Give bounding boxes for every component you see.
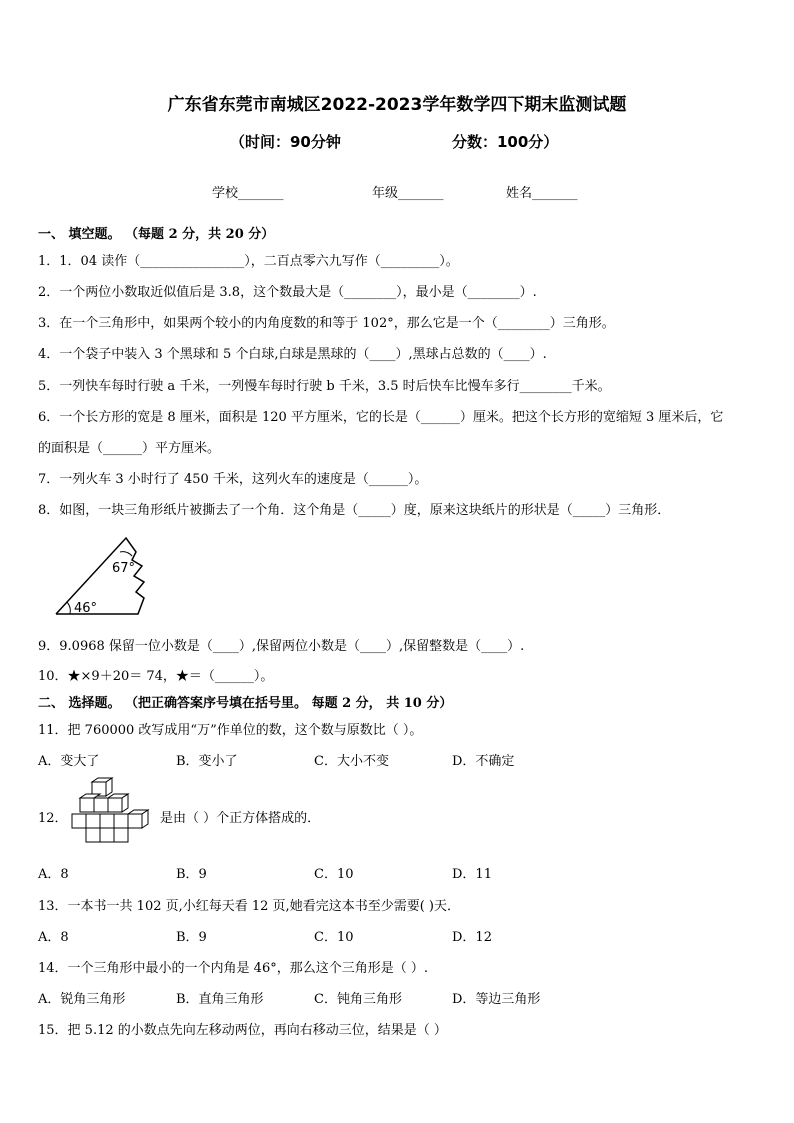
question-5: 5．一列快车每时行驶 a 千米，一列慢车每时行驶 b 千米，3.5 时后快车比慢车多行________千米。	[38, 379, 611, 394]
q11-option-a[interactable]: A．变大了	[38, 754, 100, 769]
question-3: 3．在一个三角形中，如果两个较小的内角度数的和等于 102°，那么它是一个（________）三角形。	[38, 316, 615, 331]
school-field[interactable]: 学校_______	[212, 186, 284, 201]
question-10: 10．★×9＋20＝ 74，★＝（______）。	[38, 669, 274, 684]
q14-option-d[interactable]: D．等边三角形	[452, 992, 541, 1007]
q11-option-b[interactable]: B．变小了	[176, 754, 238, 769]
q14-option-c[interactable]: C．钝角三角形	[314, 992, 402, 1007]
q11-option-d[interactable]: D．不确定	[452, 754, 515, 769]
q14-option-b[interactable]: B．直角三角形	[176, 992, 264, 1007]
question-15: 15．把 5.12 的小数点先向左移动两位，再向右移动三位，结果是（ ）	[38, 1023, 447, 1038]
grade-field[interactable]: 年级_______	[372, 186, 444, 201]
angle-label-46: 46°	[74, 601, 98, 616]
question-13: 13．一本书一共 102 页,小红每天看 12 页,她看完这本书至少需要( )天．	[38, 899, 460, 914]
question-6-line-2: 的面积是（______）平方厘米。	[38, 441, 221, 456]
q13-option-a[interactable]: A．8	[38, 930, 69, 945]
q13-option-c[interactable]: C．10	[314, 930, 354, 945]
section-2-heading: 二、 选择题。 （把正确答案序号填在括号里。 每题 2 分， 共 10 分）	[38, 696, 453, 711]
question-8: 8．如图，一块三角形纸片被撕去了一个角．这个角是（_____）度，原来这块纸片的形状是（_____）三角形．	[38, 503, 671, 518]
q13-option-d[interactable]: D．12	[452, 930, 492, 945]
question-9: 9．9.0968 保留一位小数是（____）,保留两位小数是（____）,保留整数是（____）.	[38, 639, 525, 654]
exam-title: 广东省东莞市南城区2022-2023学年数学四下期末监测试题	[167, 95, 627, 115]
exam-score: 分数：100分）	[452, 133, 559, 151]
question-1: 1．1．04 读作（________________），二百点零六九写作（_________）。	[38, 254, 459, 269]
question-14: 14．一个三角形中最小的一个内角是 46°，那么这个三角形是（ ）.	[38, 961, 428, 976]
q12-option-d[interactable]: D．11	[452, 867, 492, 882]
question-11: 11．把 760000 改写成用“万”作单位的数，这个数与原数比（ ）。	[38, 723, 423, 738]
cube-stack-figure	[66, 776, 156, 848]
q14-option-a[interactable]: A．锐角三角形	[38, 992, 126, 1007]
question-2: 2．一个两位小数取近似值后是 3.8，这个数最大是（________），最小是（________）.	[38, 285, 537, 300]
q11-option-c[interactable]: C．大小不变	[314, 754, 389, 769]
question-6-line-1: 6．一个长方形的宽是 8 厘米，面积是 120 平方厘米，它的长是（______）厘米。把这个长方形的宽缩短 3 厘米后，它	[38, 410, 724, 425]
exam-time: （时间：90分钟	[230, 133, 341, 151]
angle-arc-67	[120, 552, 132, 556]
q13-option-b[interactable]: B．9	[176, 930, 207, 945]
name-field[interactable]: 姓名_______	[506, 186, 578, 201]
q12-option-a[interactable]: A．8	[38, 867, 69, 882]
q12-option-b[interactable]: B．9	[176, 867, 207, 882]
q12-option-c[interactable]: C．10	[314, 867, 354, 882]
question-4: 4．一个袋子中装入 3 个黑球和 5 个白球,白球是黑球的（____）,黑球占总数的（____）.	[38, 347, 547, 362]
question-7: 7．一列火车 3 小时行了 450 千米，这列火车的速度是（______）。	[38, 472, 428, 487]
torn-triangle-figure	[50, 530, 160, 620]
question-12: 是由（ ）个正方体搭成的．	[160, 811, 321, 826]
triangle-outline	[56, 538, 144, 614]
question-12-prefix: 12．	[38, 811, 68, 826]
section-1-heading: 一、 填空题。 （每题 2 分，共 20 分）	[38, 227, 275, 242]
angle-label-67: 67°	[112, 561, 136, 576]
angle-arc-46	[67, 602, 70, 614]
